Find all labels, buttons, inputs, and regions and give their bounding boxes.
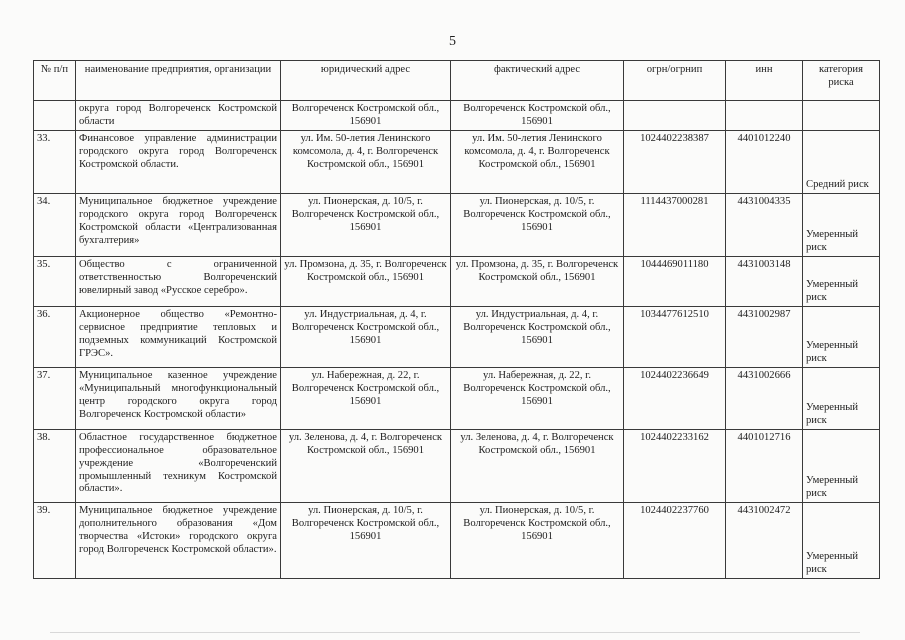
row-inn: 4401012716 bbox=[726, 430, 803, 503]
row-actual-address: ул. Пионерская, д. 10/5, г. Волгореченск Костромской обл., 156901 bbox=[451, 194, 624, 257]
row-actual-address: ул. Пионерская, д. 10/5, г. Волгореченск Костромской обл., 156901 bbox=[451, 503, 624, 579]
row-legal-address: ул. Набережная, д. 22, г. Волгореченск Костромской обл., 156901 bbox=[281, 368, 451, 430]
row-num: 38. bbox=[34, 430, 76, 503]
table-row bbox=[34, 307, 880, 368]
table-row bbox=[34, 503, 880, 579]
row-inn: 4431002472 bbox=[726, 503, 803, 579]
row-name: Финансовое управление администрации городского округа город Волгореченск Костромской области. bbox=[76, 131, 281, 194]
row-num: 35. bbox=[34, 257, 76, 307]
row-name: округа город Волгореченск Костромской области bbox=[76, 101, 281, 131]
table-row bbox=[34, 257, 880, 307]
row-actual-address: ул. Индустриальная, д. 4, г. Волгореченск Костромской обл., 156901 bbox=[451, 307, 624, 368]
row-inn: 4431002987 bbox=[726, 307, 803, 368]
row-risk: Умеренный риск bbox=[803, 430, 880, 503]
page-number: 5 bbox=[449, 34, 456, 49]
row-num: 33. bbox=[34, 131, 76, 194]
header-risk: категория риска bbox=[803, 61, 880, 101]
registry-table bbox=[33, 60, 880, 579]
row-legal-address: ул. Пионерская, д. 10/5, г. Волгореченск Костромской обл., 156901 bbox=[281, 503, 451, 579]
row-inn: 4431002666 bbox=[726, 368, 803, 430]
row-num: 39. bbox=[34, 503, 76, 579]
row-inn: 4401012240 bbox=[726, 131, 803, 194]
table-row bbox=[34, 368, 880, 430]
row-name: Областное государственное бюджетное профессиональное образовательное учреждение «Волгореченский промышленный техникум Костромской области». bbox=[76, 430, 281, 503]
row-num: 34. bbox=[34, 194, 76, 257]
row-risk: Умеренный риск bbox=[803, 368, 880, 430]
row-legal-address: ул. Им. 50-летия Ленинского комсомола, д. 4, г. Волгореченск Костромской обл., 156901 bbox=[281, 131, 451, 194]
page-bottom-edge bbox=[50, 632, 860, 633]
row-ogrn: 1034477612510 bbox=[624, 307, 726, 368]
table-row bbox=[34, 101, 880, 131]
row-name: Муниципальное казенное учреждение «Муниципальный многофункциональный центр городского округа город Волгореченск Костромской области» bbox=[76, 368, 281, 430]
row-ogrn: 1114437000281 bbox=[624, 194, 726, 257]
row-ogrn: 1024402237760 bbox=[624, 503, 726, 579]
row-legal-address: ул. Пионерская, д. 10/5, г. Волгореченск Костромской обл., 156901 bbox=[281, 194, 451, 257]
row-inn bbox=[726, 101, 803, 131]
row-risk: Умеренный риск bbox=[803, 257, 880, 307]
header-num: № п/п bbox=[34, 61, 76, 101]
row-name: Муниципальное бюджетное учреждение дополнительного образования «Дом творчества «Истоки» городского округа город Волгореченск Костромской области». bbox=[76, 503, 281, 579]
row-actual-address: ул. Им. 50-летия Ленинского комсомола, д. 4, г. Волгореченск Костромской обл., 156901 bbox=[451, 131, 624, 194]
row-risk bbox=[803, 101, 880, 131]
row-num bbox=[34, 101, 76, 131]
header-legal-address: юридический адрес bbox=[281, 61, 451, 101]
header-ogrn: огрн/огрнип bbox=[624, 61, 726, 101]
row-actual-address: ул. Набережная, д. 22, г. Волгореченск Костромской обл., 156901 bbox=[451, 368, 624, 430]
row-risk: Умеренный риск bbox=[803, 194, 880, 257]
row-ogrn: 1024402233162 bbox=[624, 430, 726, 503]
row-legal-address: Волгореченск Костромской обл., 156901 bbox=[281, 101, 451, 131]
row-ogrn: 1024402238387 bbox=[624, 131, 726, 194]
header-actual-address: фактический адрес bbox=[451, 61, 624, 101]
row-num: 37. bbox=[34, 368, 76, 430]
row-num: 36. bbox=[34, 307, 76, 368]
header-inn: инн bbox=[726, 61, 803, 101]
row-actual-address: Волгореченск Костромской обл., 156901 bbox=[451, 101, 624, 131]
row-risk: Умеренный риск bbox=[803, 307, 880, 368]
row-legal-address: ул. Зеленова, д. 4, г. Волгореченск Костромской обл., 156901 bbox=[281, 430, 451, 503]
header-row bbox=[34, 61, 880, 101]
row-ogrn: 1024402236649 bbox=[624, 368, 726, 430]
row-ogrn: 1044469011180 bbox=[624, 257, 726, 307]
row-risk: Средний риск bbox=[803, 131, 880, 194]
row-name: Акционерное общество «Ремонтно-сервисное предприятие тепловых и подземных коммуникаций Костромской ГРЭС». bbox=[76, 307, 281, 368]
table-row bbox=[34, 131, 880, 194]
row-actual-address: ул. Промзона, д. 35, г. Волгореченск Костромской обл., 156901 bbox=[451, 257, 624, 307]
table-row bbox=[34, 430, 880, 503]
row-name: Муниципальное бюджетное учреждение городского округа город Волгореченск Костромской области «Централизованная бухгалтерия» bbox=[76, 194, 281, 257]
row-ogrn bbox=[624, 101, 726, 131]
row-inn: 4431003148 bbox=[726, 257, 803, 307]
row-legal-address: ул. Индустриальная, д. 4, г. Волгореченск Костромской обл., 156901 bbox=[281, 307, 451, 368]
row-inn: 4431004335 bbox=[726, 194, 803, 257]
row-name: Общество с ограниченной ответственностью Волгореченский ювелирный завод «Русское серебро». bbox=[76, 257, 281, 307]
row-risk: Умеренный риск bbox=[803, 503, 880, 579]
header-name: наименование предприятия, организации bbox=[76, 61, 281, 101]
row-legal-address: ул. Промзона, д. 35, г. Волгореченск Костромской обл., 156901 bbox=[281, 257, 451, 307]
row-actual-address: ул. Зеленова, д. 4, г. Волгореченск Костромской обл., 156901 bbox=[451, 430, 624, 503]
table-row bbox=[34, 194, 880, 257]
